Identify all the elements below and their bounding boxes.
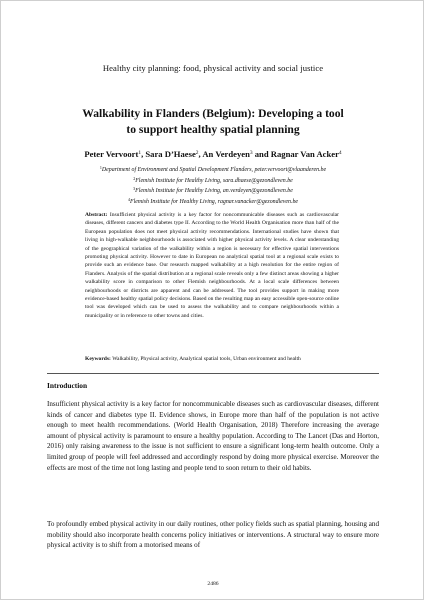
author-separator: , xyxy=(198,149,203,159)
author-separator: , xyxy=(141,149,146,159)
author-affiliation-mark: 3 xyxy=(249,150,253,156)
affiliation-line xyxy=(1,196,424,207)
affiliation-text: Department of Environment and Spatial Development Flanders, peter.vervoort@vlaanderen.be xyxy=(101,167,327,173)
affiliation-text: Flemish Institute for Healthy Living, an.verdeyen@gezondleven.be xyxy=(135,188,293,195)
title-line-1: Walkability in Flanders (Belgium): Developing a tool xyxy=(82,107,344,120)
author-name: Ragnar Van Acker xyxy=(270,149,339,159)
body-paragraph-2: To profoundly embed physical activity in our daily routines, other policy fields such as spatial planning, housing and mobility should also incorporate health concerns policy initiatives or interventions. A structural way to ensure more physical activity is to shift from a motorised means of xyxy=(47,520,379,550)
abstract-label: Abstract: xyxy=(85,212,108,218)
author-separator: and xyxy=(252,149,271,159)
section-heading-introduction: Introduction xyxy=(47,381,88,390)
affiliation-line xyxy=(1,164,424,175)
author-name: Peter Vervoort xyxy=(84,149,139,159)
author-affiliation-mark: 1 xyxy=(138,150,142,156)
author-affiliation-mark: 4 xyxy=(338,150,342,156)
keywords-text: Walkability, Physical activity, Analytical spatial tools, Urban environment and health xyxy=(112,356,301,362)
title-line-2: to support healthy spatial planning xyxy=(126,123,300,136)
page-number: 2486 xyxy=(207,581,219,587)
affiliation-text: Flemish Institute for Healthy Living, sara.dhaese@gezondleven.be xyxy=(135,177,293,184)
keywords xyxy=(85,355,347,363)
affiliation-list xyxy=(1,164,424,206)
abstract-text: Insufficient physical activity is a key factor for noncommunicable diseases such as cardiovascular diseases, different cancers and diabetes type II. According to the World Health Organisation more than half of the European population does not meet physical activity recommendations. International studies have shown that living in high-walkable neighbourhoods is associated with higher physical activity levels. A clear understanding of the geographical variation of the walkability within a region is necessary for effective spatial interventions promoting physical activity. However to date in European no analytical spatial tool at a regional scale exists to provide such an evidence base. Our research mapped walkability at a high resolution for the entire region of Flanders. Analysis of the spatial distribution at a regional scale reveals only a few distinct areas showing a higher walkability score in comparison to other Flemish neighbourhoods. At a local scale differences between neighbourhoods or districts are apparent and can be addressed. The tool provides support in making more evidence-based healthy spatial policy decisions. Based on the resulting map an easy accessible open-source online tool was developed which can be used to assess the walkability and to compare neighbourhoods within a municipality or in reference to other towns and cities. xyxy=(85,212,339,319)
paper-title xyxy=(41,106,385,138)
keywords-label: Keywords: xyxy=(85,356,111,362)
affiliation-mark: 3 xyxy=(133,186,136,192)
affiliation-mark: 4 xyxy=(127,196,130,202)
affiliation-text: Flemish Institute for Healthy Living, ragnar.vanacker@gezondleven.be xyxy=(129,198,299,205)
section-divider xyxy=(47,373,379,374)
running-head: Healthy city planning: food, physical activity and social justice xyxy=(102,63,324,73)
author-name: Sara D’Haese xyxy=(145,149,196,159)
body-paragraph-1: Insufficient physical activity is a key factor for noncommunicable diseases such as cardiovascular diseases, different kinds of cancer and diabetes type II. Evidence shows, in Europe more than half of the population is not active enough to meet health recommendations. (World Health Organisation, 2018) Therefore increasing the average amount of physical activity is paramount to ensure a healthy population. According to The Lancet (Das and Horton, 2016) only raising awareness to the issue is not sufficient to ensure a significant long-term health outcome. Only a limited group of people will feel addressed and accordingly respond by doing more physical exercise. Moreover the effects are most of the time not long lasting and people tend to soon return to their old habits. xyxy=(47,400,379,472)
author-name: An Verdeyen xyxy=(202,149,250,159)
author-affiliation-mark: 2 xyxy=(195,150,199,156)
affiliation-line xyxy=(1,185,424,196)
author-list xyxy=(1,149,424,159)
abstract xyxy=(85,211,339,320)
affiliation-mark: 2 xyxy=(133,175,136,181)
affiliation-mark: 1 xyxy=(99,165,102,170)
affiliation-line xyxy=(1,175,424,186)
